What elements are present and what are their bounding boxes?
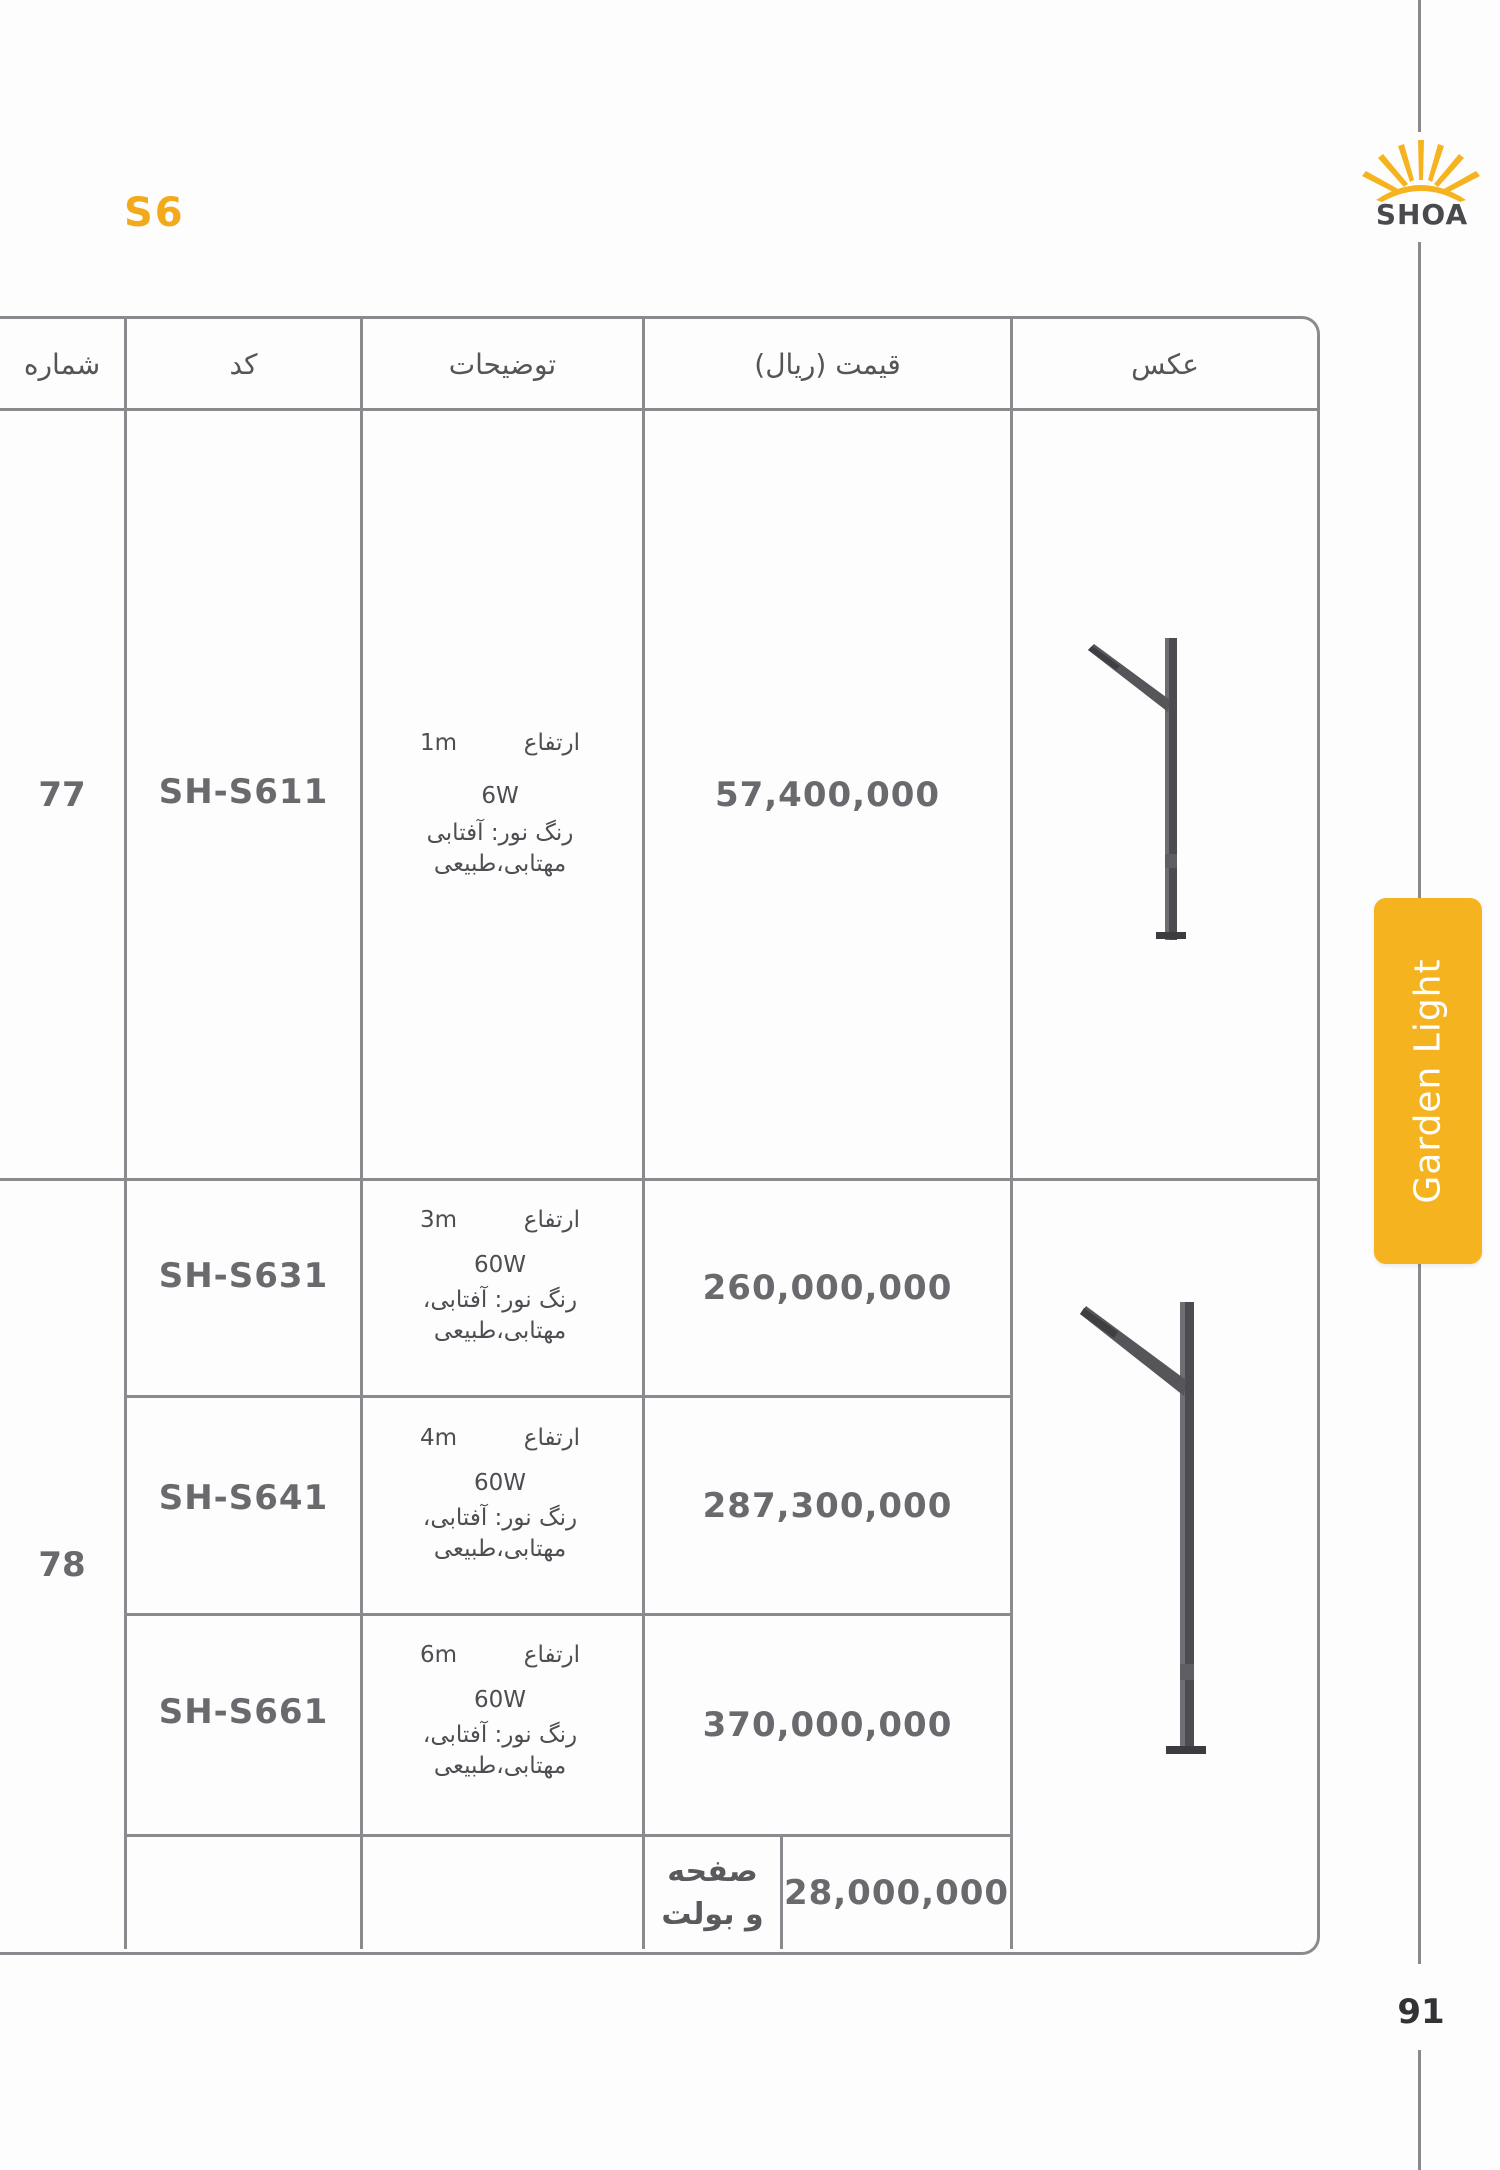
- light-color-line2: مهتابی،طبیعی: [433, 1753, 567, 1780]
- height-value: 4m: [420, 1425, 458, 1451]
- product-description: [420, 728, 580, 880]
- power-value: 6W: [481, 783, 519, 810]
- light-color-line1: رنگ نور: آفتابی: [426, 820, 574, 847]
- product-code: SH-S631: [158, 1256, 329, 1296]
- height-value: 6m: [420, 1642, 458, 1668]
- garden-light-pole-image: [1080, 630, 1200, 960]
- rail-line-top: [1418, 0, 1421, 132]
- row-number: 78: [38, 1545, 86, 1585]
- accessory-label-line1: صفحه: [667, 1853, 758, 1889]
- rail-line-lower: [1418, 1264, 1421, 1964]
- light-color-line1: رنگ نور: آفتابی،: [422, 1722, 578, 1749]
- accessory-label-line2: و بولت: [661, 1897, 764, 1932]
- row-number: 77: [38, 774, 86, 815]
- rail-line-bottom: [1418, 2050, 1421, 2170]
- light-color-line2: مهتابی،طبیعی: [433, 851, 567, 878]
- product-description: [420, 1423, 580, 1565]
- height-label: ارتفاع: [523, 1207, 580, 1233]
- grid-line: [360, 318, 363, 1949]
- power-value: 60W: [473, 1687, 526, 1714]
- light-color-line2: مهتابی،طبیعی: [433, 1318, 567, 1345]
- product-description: [420, 1640, 580, 1782]
- column-header-photo: عکس: [1131, 347, 1199, 381]
- product-code: SH-S661: [158, 1692, 329, 1732]
- model-title: S6: [124, 190, 185, 236]
- column-header-description: توضیحات: [448, 347, 557, 381]
- light-color-line1: رنگ نور: آفتابی،: [422, 1505, 578, 1532]
- section-tab[interactable]: [1374, 898, 1482, 1264]
- light-color-line2: مهتابی،طبیعی: [433, 1536, 567, 1563]
- product-price: 370,000,000: [702, 1705, 953, 1745]
- height-label: ارتفاع: [523, 730, 580, 756]
- rail-line-middle: [1418, 242, 1421, 898]
- garden-light-pole-image: [1070, 1296, 1220, 1776]
- height-value: 1m: [420, 730, 458, 756]
- accessory-price: 28,000,000: [783, 1873, 1010, 1913]
- product-price: 287,300,000: [702, 1485, 953, 1526]
- grid-line: [1010, 318, 1013, 1949]
- product-code: SH-S611: [158, 772, 329, 812]
- power-value: 60W: [473, 1252, 526, 1279]
- column-header-price: قیمت (ریال): [754, 347, 901, 381]
- column-header-code: کد: [229, 347, 258, 381]
- height-label: ارتفاع: [523, 1642, 580, 1668]
- brand-logo-text: SHOA: [1375, 198, 1469, 231]
- height-value: 3m: [420, 1207, 458, 1233]
- light-color-line1: رنگ نور: آفتابی،: [422, 1287, 578, 1314]
- product-price: 260,000,000: [702, 1268, 953, 1308]
- accessory-label: [645, 1837, 780, 1949]
- section-tab-label: Garden Light: [1407, 958, 1449, 1204]
- page-number: 91: [1397, 1992, 1445, 2032]
- product-price: 57,400,000: [714, 774, 941, 815]
- height-label: ارتفاع: [523, 1425, 580, 1451]
- power-value: 60W: [473, 1470, 526, 1497]
- product-description: [420, 1205, 580, 1347]
- column-header-number: شماره: [23, 347, 101, 381]
- product-code: SH-S641: [158, 1478, 329, 1518]
